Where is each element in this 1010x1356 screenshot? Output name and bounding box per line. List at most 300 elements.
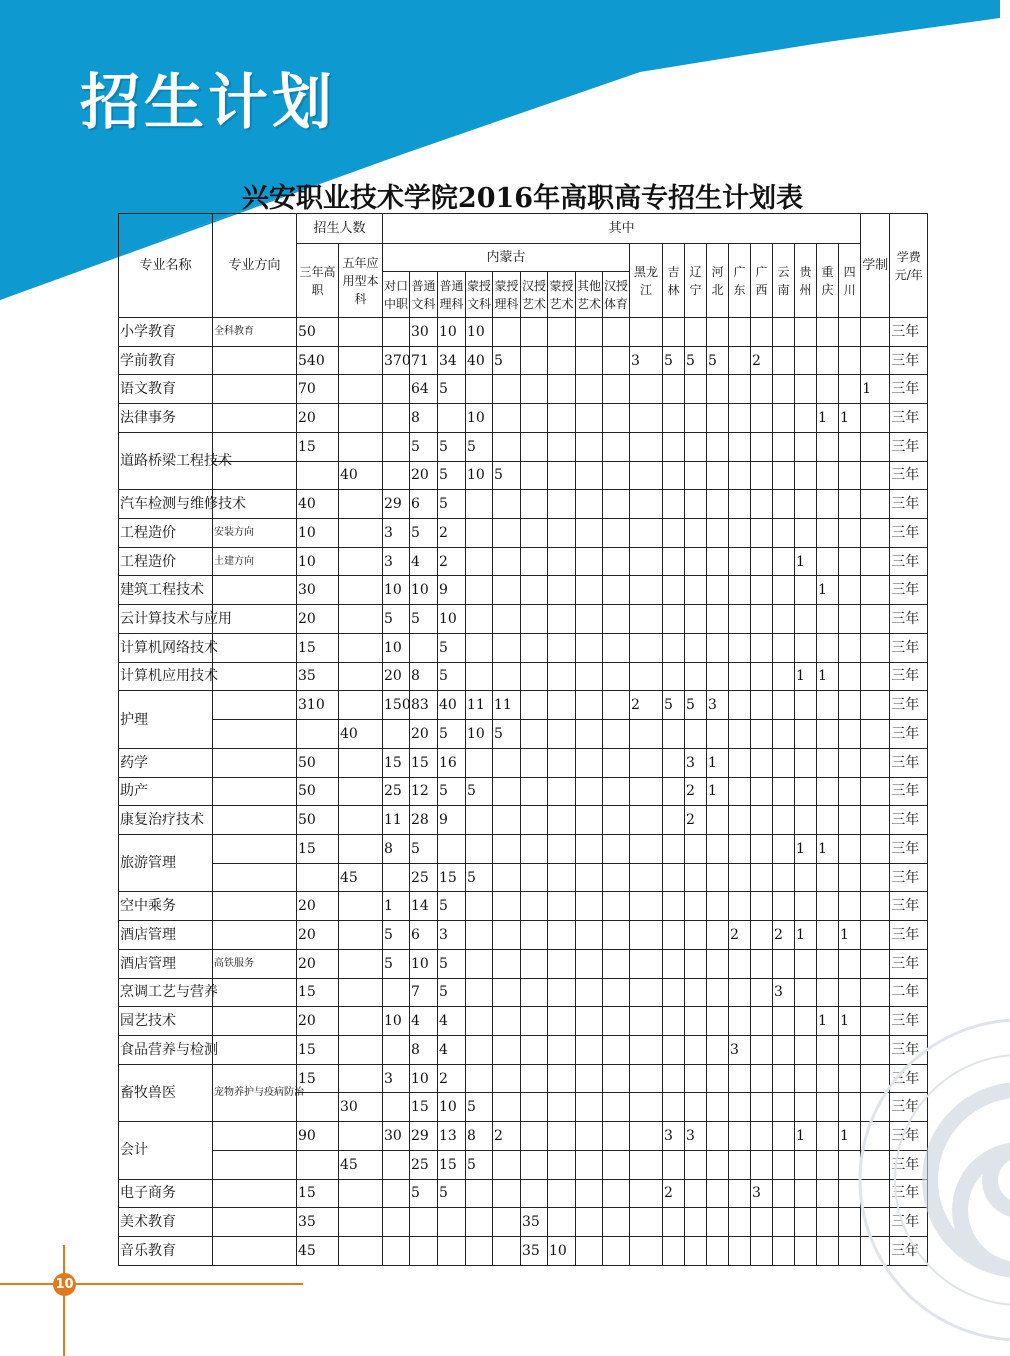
value-cell bbox=[521, 978, 548, 1007]
value-cell bbox=[576, 748, 603, 777]
value-cell: 3 bbox=[383, 519, 410, 548]
value-cell bbox=[751, 1237, 773, 1266]
value-cell: 6 bbox=[410, 921, 438, 950]
value-cell bbox=[493, 576, 521, 605]
direction-cell bbox=[213, 662, 297, 691]
value-cell: 10 bbox=[410, 1064, 438, 1093]
value-cell bbox=[839, 318, 861, 347]
value-cell: 35 bbox=[521, 1208, 548, 1237]
value-cell bbox=[466, 1237, 493, 1266]
value-cell bbox=[548, 519, 576, 548]
value-cell: 28 bbox=[410, 806, 438, 835]
value-cell bbox=[685, 490, 707, 519]
value-cell bbox=[548, 432, 576, 461]
value-cell bbox=[773, 490, 795, 519]
value-cell bbox=[603, 1208, 630, 1237]
value-cell bbox=[685, 1035, 707, 1064]
header-sub: 普通理科 bbox=[438, 272, 466, 318]
value-cell: 16 bbox=[438, 748, 466, 777]
value-cell bbox=[729, 1007, 751, 1036]
value-cell bbox=[630, 949, 663, 978]
value-cell bbox=[521, 1122, 548, 1151]
value-cell bbox=[548, 691, 576, 720]
value-cell bbox=[630, 921, 663, 950]
value-cell bbox=[817, 1208, 839, 1237]
value-cell: 45 bbox=[339, 863, 383, 892]
value-cell bbox=[521, 720, 548, 749]
value-cell bbox=[576, 1064, 603, 1093]
value-cell bbox=[339, 777, 383, 806]
header-province: 河北 bbox=[707, 244, 729, 318]
major-name-cell: 建筑工程技术 bbox=[119, 576, 213, 605]
value-cell bbox=[773, 375, 795, 404]
value-cell bbox=[751, 490, 773, 519]
footer-divider bbox=[0, 1283, 303, 1285]
major-name-cell: 酒店管理 bbox=[119, 921, 213, 950]
value-cell: 15 bbox=[297, 1179, 339, 1208]
value-cell bbox=[861, 777, 890, 806]
value-cell bbox=[707, 949, 729, 978]
value-cell bbox=[663, 863, 685, 892]
value-cell bbox=[603, 404, 630, 433]
value-cell bbox=[839, 691, 861, 720]
value-cell bbox=[466, 1064, 493, 1093]
value-cell bbox=[817, 519, 839, 548]
major-name-cell: 畜牧兽医 bbox=[119, 1064, 213, 1121]
value-cell bbox=[795, 1064, 817, 1093]
table-row bbox=[119, 691, 928, 720]
value-cell bbox=[493, 748, 521, 777]
value-cell bbox=[861, 633, 890, 662]
value-cell: 3 bbox=[438, 921, 466, 950]
value-cell: 5 bbox=[438, 490, 466, 519]
value-cell bbox=[861, 605, 890, 634]
value-cell: 5 bbox=[493, 346, 521, 375]
value-cell: 5 bbox=[466, 777, 493, 806]
value-cell bbox=[576, 318, 603, 347]
value-cell: 25 bbox=[410, 1150, 438, 1179]
value-cell bbox=[466, 605, 493, 634]
value-cell bbox=[493, 605, 521, 634]
value-cell bbox=[751, 720, 773, 749]
value-cell bbox=[663, 662, 685, 691]
value-cell bbox=[685, 576, 707, 605]
header-sub: 蒙授理科 bbox=[493, 272, 521, 318]
value-cell: 70 bbox=[297, 375, 339, 404]
value-cell bbox=[861, 547, 890, 576]
direction-cell: 宠物养护与疫病防治 bbox=[213, 1064, 297, 1121]
value-cell bbox=[839, 346, 861, 375]
value-cell bbox=[521, 1007, 548, 1036]
value-cell bbox=[707, 633, 729, 662]
value-cell bbox=[861, 490, 890, 519]
value-cell bbox=[339, 978, 383, 1007]
value-cell: 9 bbox=[438, 576, 466, 605]
value-cell bbox=[861, 461, 890, 490]
value-cell bbox=[707, 1064, 729, 1093]
value-cell bbox=[493, 892, 521, 921]
value-cell bbox=[773, 806, 795, 835]
value-cell bbox=[383, 1208, 410, 1237]
major-name-cell: 食品营养与检测 bbox=[119, 1035, 213, 1064]
value-cell bbox=[861, 662, 890, 691]
value-cell bbox=[548, 1064, 576, 1093]
value-cell: 5 bbox=[438, 978, 466, 1007]
value-cell bbox=[603, 519, 630, 548]
value-cell bbox=[603, 978, 630, 1007]
value-cell bbox=[576, 777, 603, 806]
value-cell bbox=[861, 834, 890, 863]
value-cell bbox=[795, 490, 817, 519]
value-cell bbox=[685, 1093, 707, 1122]
major-name-cell: 园艺技术 bbox=[119, 1007, 213, 1036]
major-name-cell: 云计算技术与应用 bbox=[119, 605, 213, 634]
value-cell: 35 bbox=[521, 1237, 548, 1266]
value-cell bbox=[817, 1093, 839, 1122]
value-cell: 10 bbox=[383, 633, 410, 662]
value-cell bbox=[729, 1150, 751, 1179]
major-name-cell: 旅游管理 bbox=[119, 834, 213, 891]
value-cell bbox=[707, 1035, 729, 1064]
value-cell bbox=[773, 1150, 795, 1179]
value-cell bbox=[861, 921, 890, 950]
value-cell bbox=[630, 834, 663, 863]
value-cell bbox=[795, 318, 817, 347]
value-cell bbox=[603, 1093, 630, 1122]
table-row bbox=[119, 404, 928, 433]
value-cell bbox=[685, 519, 707, 548]
value-cell: 15 bbox=[297, 978, 339, 1007]
value-cell: 1 bbox=[795, 1122, 817, 1151]
value-cell bbox=[861, 346, 890, 375]
value-cell bbox=[663, 1150, 685, 1179]
value-cell bbox=[839, 375, 861, 404]
value-cell: 11 bbox=[383, 806, 410, 835]
value-cell: 3 bbox=[685, 1122, 707, 1151]
value-cell bbox=[548, 949, 576, 978]
value-cell bbox=[685, 633, 707, 662]
value-cell: 40 bbox=[339, 461, 383, 490]
value-cell bbox=[751, 1122, 773, 1151]
value-cell: 4 bbox=[410, 547, 438, 576]
table-row bbox=[119, 1150, 928, 1179]
value-cell bbox=[773, 1007, 795, 1036]
value-cell bbox=[773, 1179, 795, 1208]
value-cell bbox=[751, 806, 773, 835]
header-province: 贵州 bbox=[795, 244, 817, 318]
value-cell bbox=[339, 1035, 383, 1064]
direction-cell bbox=[213, 1122, 297, 1151]
value-cell: 三年 bbox=[890, 834, 928, 863]
value-cell bbox=[466, 576, 493, 605]
value-cell bbox=[576, 547, 603, 576]
value-cell bbox=[630, 432, 663, 461]
value-cell bbox=[773, 404, 795, 433]
value-cell: 10 bbox=[410, 576, 438, 605]
value-cell bbox=[773, 346, 795, 375]
value-cell bbox=[663, 547, 685, 576]
value-cell bbox=[663, 834, 685, 863]
value-cell: 15 bbox=[383, 748, 410, 777]
value-cell bbox=[773, 949, 795, 978]
value-cell: 1 bbox=[795, 547, 817, 576]
header-sub: 汉授体育 bbox=[603, 272, 630, 318]
value-cell: 1 bbox=[707, 777, 729, 806]
value-cell bbox=[861, 519, 890, 548]
value-cell bbox=[548, 863, 576, 892]
value-cell: 71 bbox=[410, 346, 438, 375]
value-cell bbox=[685, 892, 707, 921]
value-cell bbox=[839, 432, 861, 461]
value-cell bbox=[729, 978, 751, 1007]
header-sub: 其他艺术 bbox=[576, 272, 603, 318]
table-row bbox=[119, 1208, 928, 1237]
direction-cell bbox=[213, 633, 297, 662]
value-cell: 30 bbox=[410, 318, 438, 347]
value-cell bbox=[630, 1007, 663, 1036]
value-cell bbox=[576, 605, 603, 634]
value-cell: 5 bbox=[466, 1150, 493, 1179]
value-cell bbox=[773, 1237, 795, 1266]
value-cell bbox=[729, 1093, 751, 1122]
value-cell bbox=[521, 1179, 548, 1208]
value-cell bbox=[663, 806, 685, 835]
value-cell bbox=[861, 318, 890, 347]
value-cell bbox=[576, 519, 603, 548]
table-row bbox=[119, 1064, 928, 1093]
value-cell bbox=[817, 978, 839, 1007]
header-duration: 学制 bbox=[861, 214, 890, 318]
direction-cell bbox=[213, 404, 297, 433]
value-cell bbox=[663, 949, 685, 978]
value-cell bbox=[729, 576, 751, 605]
value-cell bbox=[707, 806, 729, 835]
value-cell bbox=[707, 834, 729, 863]
value-cell bbox=[663, 720, 685, 749]
value-cell bbox=[729, 777, 751, 806]
value-cell bbox=[630, 892, 663, 921]
value-cell bbox=[729, 318, 751, 347]
value-cell: 1 bbox=[817, 834, 839, 863]
value-cell bbox=[817, 1122, 839, 1151]
major-name-cell: 工程造价 bbox=[119, 519, 213, 548]
value-cell: 10 bbox=[410, 949, 438, 978]
value-cell bbox=[839, 490, 861, 519]
value-cell: 3 bbox=[707, 691, 729, 720]
value-cell bbox=[795, 1237, 817, 1266]
value-cell bbox=[548, 547, 576, 576]
direction-cell bbox=[213, 1150, 297, 1179]
value-cell bbox=[521, 633, 548, 662]
value-cell: 三年 bbox=[890, 777, 928, 806]
value-cell bbox=[773, 863, 795, 892]
value-cell bbox=[795, 1035, 817, 1064]
value-cell bbox=[630, 806, 663, 835]
value-cell bbox=[685, 432, 707, 461]
value-cell bbox=[817, 1179, 839, 1208]
header-enroll: 招生人数 bbox=[297, 214, 383, 244]
value-cell bbox=[817, 490, 839, 519]
table-row bbox=[119, 1179, 928, 1208]
direction-cell bbox=[213, 375, 297, 404]
value-cell bbox=[548, 748, 576, 777]
value-cell bbox=[466, 490, 493, 519]
major-name-cell: 工程造价 bbox=[119, 547, 213, 576]
value-cell: 4 bbox=[438, 1035, 466, 1064]
value-cell bbox=[603, 461, 630, 490]
value-cell bbox=[707, 1122, 729, 1151]
value-cell bbox=[817, 806, 839, 835]
value-cell bbox=[751, 921, 773, 950]
value-cell bbox=[521, 662, 548, 691]
major-name-cell: 空中乘务 bbox=[119, 892, 213, 921]
table-row bbox=[119, 605, 928, 634]
table-row bbox=[119, 432, 928, 461]
value-cell bbox=[548, 834, 576, 863]
value-cell bbox=[751, 1208, 773, 1237]
value-cell bbox=[339, 547, 383, 576]
page-number: 10 bbox=[53, 1273, 76, 1296]
value-cell: 三年 bbox=[890, 1179, 928, 1208]
value-cell: 50 bbox=[297, 777, 339, 806]
header-among: 其中 bbox=[383, 214, 861, 244]
value-cell: 三年 bbox=[890, 1208, 928, 1237]
value-cell bbox=[817, 892, 839, 921]
value-cell: 5 bbox=[438, 375, 466, 404]
value-cell bbox=[548, 490, 576, 519]
value-cell bbox=[773, 633, 795, 662]
table-row bbox=[119, 519, 928, 548]
header-province: 四川 bbox=[839, 244, 861, 318]
value-cell bbox=[663, 1208, 685, 1237]
value-cell: 40 bbox=[466, 346, 493, 375]
value-cell: 三年 bbox=[890, 432, 928, 461]
value-cell: 三年 bbox=[890, 490, 928, 519]
value-cell bbox=[817, 748, 839, 777]
value-cell: 11 bbox=[493, 691, 521, 720]
value-cell bbox=[493, 978, 521, 1007]
value-cell: 45 bbox=[297, 1237, 339, 1266]
value-cell bbox=[817, 1064, 839, 1093]
value-cell bbox=[548, 978, 576, 1007]
value-cell: 10 bbox=[466, 461, 493, 490]
value-cell bbox=[707, 605, 729, 634]
value-cell bbox=[383, 1237, 410, 1266]
value-cell bbox=[861, 949, 890, 978]
value-cell bbox=[795, 605, 817, 634]
value-cell: 10 bbox=[297, 519, 339, 548]
value-cell bbox=[630, 1093, 663, 1122]
value-cell bbox=[685, 921, 707, 950]
table-row bbox=[119, 806, 928, 835]
value-cell bbox=[707, 432, 729, 461]
value-cell bbox=[576, 1122, 603, 1151]
value-cell: 3 bbox=[383, 1064, 410, 1093]
value-cell: 1 bbox=[817, 662, 839, 691]
value-cell bbox=[839, 662, 861, 691]
value-cell bbox=[685, 318, 707, 347]
table-body bbox=[119, 318, 928, 1266]
value-cell bbox=[751, 1150, 773, 1179]
value-cell bbox=[576, 691, 603, 720]
value-cell bbox=[663, 375, 685, 404]
value-cell: 8 bbox=[383, 834, 410, 863]
value-cell bbox=[521, 921, 548, 950]
direction-cell: 安装方向 bbox=[213, 519, 297, 548]
value-cell: 1 bbox=[839, 921, 861, 950]
value-cell bbox=[751, 892, 773, 921]
value-cell: 1 bbox=[795, 662, 817, 691]
value-cell bbox=[795, 806, 817, 835]
value-cell bbox=[707, 490, 729, 519]
value-cell: 8 bbox=[410, 662, 438, 691]
value-cell bbox=[795, 404, 817, 433]
value-cell bbox=[751, 1064, 773, 1093]
value-cell bbox=[707, 662, 729, 691]
value-cell bbox=[603, 748, 630, 777]
value-cell: 3 bbox=[663, 1122, 685, 1151]
value-cell: 40 bbox=[297, 490, 339, 519]
value-cell bbox=[603, 949, 630, 978]
value-cell bbox=[339, 633, 383, 662]
value-cell bbox=[729, 806, 751, 835]
value-cell: 5 bbox=[438, 949, 466, 978]
value-cell bbox=[339, 519, 383, 548]
value-cell bbox=[521, 806, 548, 835]
value-cell bbox=[751, 691, 773, 720]
value-cell: 5 bbox=[663, 691, 685, 720]
value-cell bbox=[521, 748, 548, 777]
value-cell bbox=[751, 633, 773, 662]
value-cell bbox=[685, 605, 707, 634]
value-cell: 4 bbox=[438, 1007, 466, 1036]
major-name-cell: 道路桥梁工程技术 bbox=[119, 432, 213, 489]
value-cell bbox=[751, 978, 773, 1007]
value-cell: 1 bbox=[817, 1007, 839, 1036]
value-cell bbox=[521, 605, 548, 634]
value-cell: 三年 bbox=[890, 1237, 928, 1266]
value-cell bbox=[751, 519, 773, 548]
value-cell bbox=[795, 519, 817, 548]
value-cell bbox=[576, 1179, 603, 1208]
direction-cell bbox=[213, 777, 297, 806]
value-cell bbox=[751, 547, 773, 576]
value-cell bbox=[493, 633, 521, 662]
value-cell bbox=[630, 318, 663, 347]
value-cell bbox=[466, 921, 493, 950]
direction-cell bbox=[213, 1208, 297, 1237]
value-cell bbox=[603, 1150, 630, 1179]
value-cell bbox=[817, 863, 839, 892]
major-name-cell: 计算机网络技术 bbox=[119, 633, 213, 662]
value-cell bbox=[839, 720, 861, 749]
table-header bbox=[119, 214, 928, 318]
value-cell bbox=[685, 1007, 707, 1036]
value-cell bbox=[521, 547, 548, 576]
value-cell bbox=[861, 576, 890, 605]
value-cell: 370 bbox=[383, 346, 410, 375]
value-cell bbox=[861, 691, 890, 720]
table-row bbox=[119, 834, 928, 863]
direction-cell bbox=[213, 1179, 297, 1208]
value-cell bbox=[339, 892, 383, 921]
value-cell bbox=[603, 605, 630, 634]
value-cell bbox=[729, 1208, 751, 1237]
value-cell bbox=[603, 1122, 630, 1151]
value-cell bbox=[839, 863, 861, 892]
value-cell: 5 bbox=[383, 605, 410, 634]
table-row bbox=[119, 490, 928, 519]
